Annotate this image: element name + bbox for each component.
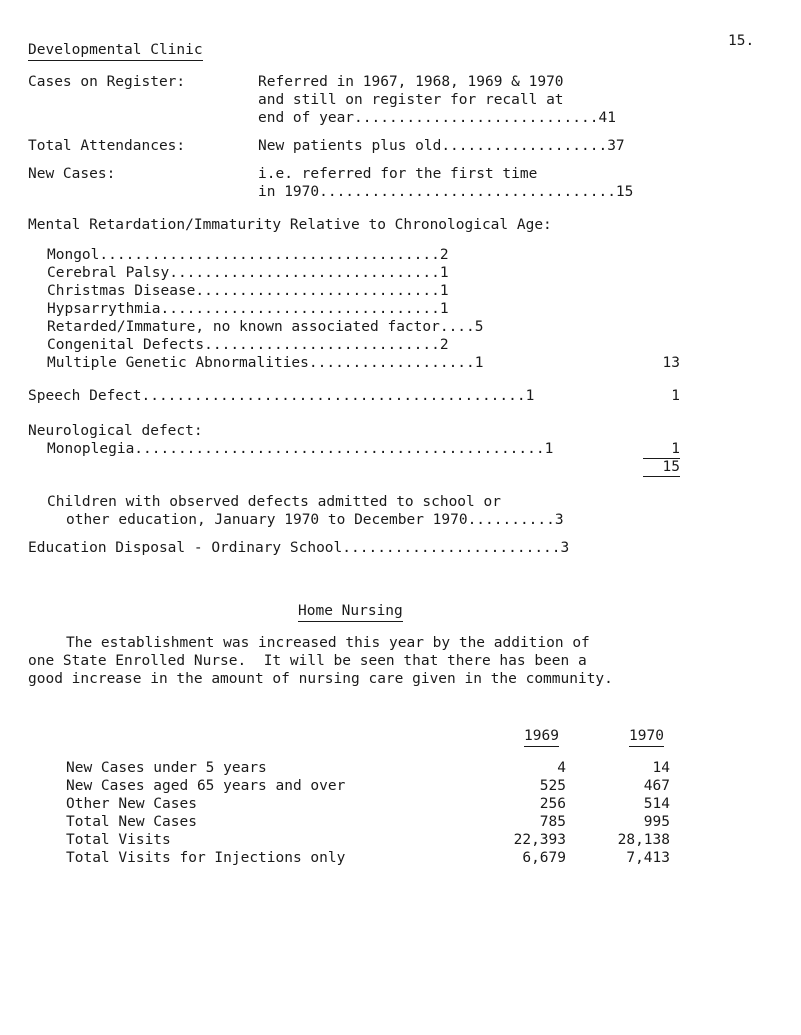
attendances-line: New patients plus old...................37 [258, 138, 625, 154]
table-cell-1969: 22,393 [513, 832, 566, 848]
cases-line-3: end of year............................41 [258, 110, 616, 126]
total-rule-bottom [643, 476, 680, 477]
education-line: Education Disposal - Ordinary School.........................3 [28, 540, 570, 556]
mental-row: Christmas Disease............................1 [47, 283, 449, 299]
neuro-total: 1 [671, 441, 680, 457]
mental-row: Congenital Defects...........................2 [47, 337, 449, 353]
nursing-paragraph-2: one State Enrolled Nurse. It will be seen that there has been a [28, 653, 587, 669]
mental-row: Retarded/Immature, no known associated factor....5 [47, 319, 484, 335]
speech-total: 1 [671, 388, 680, 404]
cases-label: Cases on Register: [28, 74, 186, 90]
table-cell-1969: 256 [539, 796, 566, 812]
table-cell-1969: 785 [539, 814, 566, 830]
page-number: 15. [728, 33, 755, 49]
table-cell-1970: 7,413 [626, 850, 670, 866]
section-title: Developmental Clinic [28, 41, 203, 61]
home-nursing-heading: Home Nursing [298, 602, 403, 622]
table-cell-1970: 14 [652, 760, 670, 776]
children-line-1: Children with observed defects admitted to school or [47, 494, 501, 510]
new-cases-line-1: i.e. referred for the first time [258, 166, 538, 182]
table-row-label: Total Visits for Injections only [66, 850, 346, 866]
grand-total: 15 [662, 459, 680, 475]
neuro-heading: Neurological defect: [28, 423, 203, 439]
cases-line-1: Referred in 1967, 1968, 1969 & 1970 [258, 74, 564, 90]
neuro-line: Monoplegia...............................................1 [47, 441, 554, 457]
mental-row: Mongol.......................................2 [47, 247, 449, 263]
nursing-paragraph-1: The establishment was increased this year by the addition of [66, 635, 590, 651]
speech-line: Speech Defect............................................1 [28, 388, 535, 404]
new-cases-label: New Cases: [28, 166, 116, 182]
new-cases-line-2: in 1970..................................15 [258, 184, 634, 200]
table-cell-1970: 28,138 [617, 832, 670, 848]
mental-heading: Mental Retardation/Immaturity Relative to Chronological Age: [28, 217, 552, 233]
column-header-1969: 1969 [524, 727, 559, 747]
mental-row: Hypsarrythmia................................1 [47, 301, 449, 317]
mental-subtotal: 13 [662, 355, 680, 371]
children-line-2: other education, January 1970 to December 1970..........3 [66, 512, 564, 528]
table-row-label: Other New Cases [66, 796, 197, 812]
mental-row: Multiple Genetic Abnormalities...................1 [47, 355, 484, 371]
table-cell-1969: 525 [539, 778, 566, 794]
table-row-label: New Cases under 5 years [66, 760, 267, 776]
table-cell-1969: 6,679 [522, 850, 566, 866]
table-row-label: Total Visits [66, 832, 171, 848]
mental-row: Cerebral Palsy...............................1 [47, 265, 449, 281]
cases-line-2: and still on register for recall at [258, 92, 564, 108]
column-header-1970: 1970 [629, 727, 664, 747]
table-cell-1970: 514 [643, 796, 670, 812]
table-row-label: Total New Cases [66, 814, 197, 830]
table-cell-1969: 4 [557, 760, 566, 776]
nursing-paragraph-3: good increase in the amount of nursing care given in the community. [28, 671, 613, 687]
table-cell-1970: 995 [643, 814, 670, 830]
table-cell-1970: 467 [643, 778, 670, 794]
attendances-label: Total Attendances: [28, 138, 186, 154]
table-row-label: New Cases aged 65 years and over [66, 778, 346, 794]
